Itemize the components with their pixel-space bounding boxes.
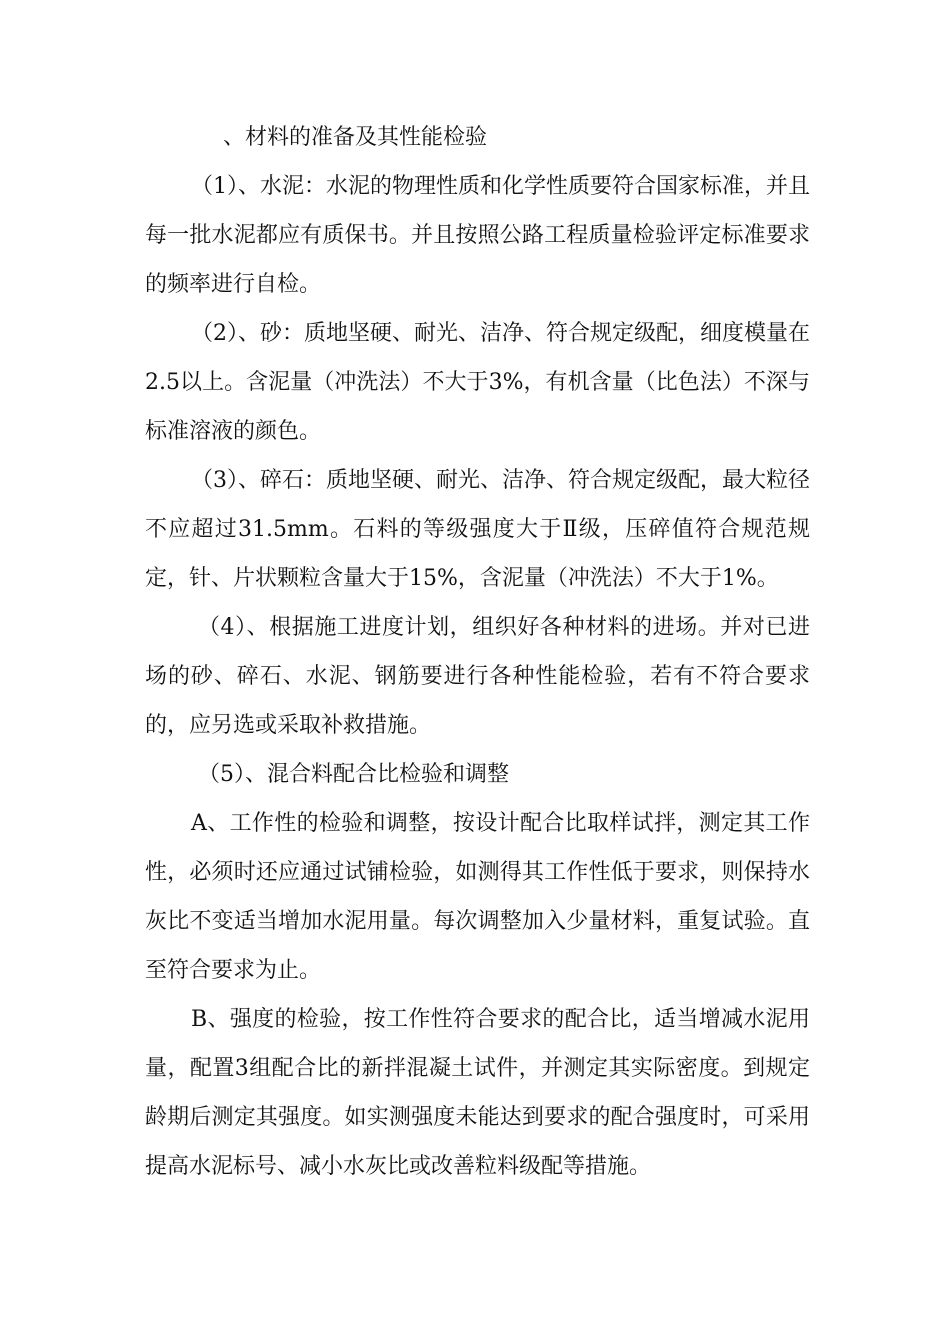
paragraph-strength: B、强度的检验，按工作性符合要求的配合比，适当增减水泥用量，配置3组配合比的新拌混凝土试件，并测定其实际密度。到规定龄期后测定其强度。如实测强度未能达到要求的配合强度时，可采用提高水泥标号、减小水灰比或改善粒料级配等措施。 [145, 1007, 810, 1179]
paragraph-gravel: （3）、碎石：质地坚硬、耐光、洁净、符合规定级配，最大粒径不应超过31.5mm。石料的等级强度大于Ⅱ级，压碎值符合规范规定，针、片状颗粒含量大于15%，含泥量（冲洗法）不大于1%。 [145, 468, 810, 591]
paragraph-cement: （1）、水泥：水泥的物理性质和化学性质要符合国家标准，并且每一批水泥都应有质保书。并且按照公路工程质量检验评定标准要求的频率进行自检。 [145, 174, 810, 297]
paragraph-material-entry: （4）、根据施工进度计划，组织好各种材料的进场。并对已进场的砂、碎石、水泥、钢筋要进行各种性能检验，若有不符合要求的，应另选或采取补救措施。 [145, 615, 810, 738]
paragraph-sand: （2）、砂：质地坚硬、耐光、洁净、符合规定级配，细度模量在2.5以上。含泥量（冲洗法）不大于3%，有机含量（比色法）不深与标准溶液的颜色。 [145, 321, 810, 444]
section-heading: 、材料的准备及其性能检验 [223, 125, 488, 150]
paragraph-mix-ratio-heading: （5）、混合料配合比检验和调整 [198, 762, 509, 787]
paragraph-workability: A、工作性的检验和调整，按设计配合比取样试拌，测定其工作性，必须时还应通过试铺检验，如测得其工作性低于要求，则保持水灰比不变适当增加水泥用量。每次调整加入少量材料，重复试验。直至符合要求为止。 [145, 811, 810, 983]
document-body [145, 113, 810, 1191]
